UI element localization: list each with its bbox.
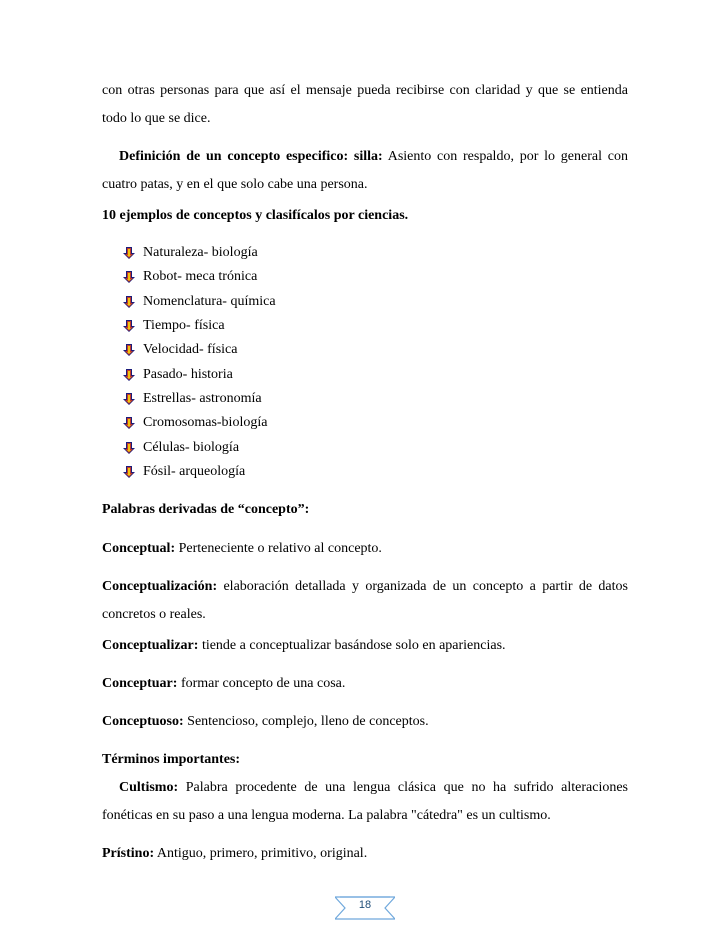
derived-conceptualizar-text: tiende a conceptualizar basándose solo en apariencias.: [198, 638, 506, 653]
arrow-bullet-icon: [122, 392, 136, 406]
list-item: [122, 387, 276, 411]
derived-conceptuar: [102, 670, 628, 698]
arrow-bullet-icon: [122, 270, 136, 284]
derived-conceptual: [102, 535, 628, 563]
list-item-label: Tiempo- física: [143, 318, 225, 334]
derived-conceptuoso: [102, 708, 628, 736]
list-item: [122, 362, 276, 386]
intro-line-2: todo lo que se dice.: [102, 111, 211, 126]
list-item-label: Fósil- arqueología: [143, 463, 246, 479]
list-item: [122, 435, 276, 459]
term-cultismo-text: Palabra procedente de una lengua clásica que no ha sufrido alteraciones: [178, 780, 628, 795]
page-number: 18: [358, 899, 372, 911]
derived-conceptualizacion-term: Conceptualización:: [102, 579, 218, 594]
examples-heading: 10 ejemplos de conceptos y clasifícalos por ciencias.: [102, 208, 409, 223]
term-cultismo: [102, 774, 628, 830]
derived-conceptualizacion: [102, 573, 628, 629]
list-item: [122, 460, 276, 484]
derived-conceptuoso-text: Sentencioso, complejo, lleno de conceptos.: [183, 714, 429, 729]
arrow-bullet-icon: [122, 343, 136, 357]
arrow-bullet-icon: [122, 368, 136, 382]
derived-conceptuoso-term: Conceptuoso:: [102, 714, 184, 729]
list-item-label: Nomenclatura- química: [143, 293, 276, 309]
derived-conceptuar-term: Conceptuar:: [102, 676, 178, 691]
chair-definition-paragraph: [102, 143, 628, 199]
intro-paragraph: [102, 77, 628, 133]
list-item-label: Robot- meca trónica: [143, 269, 258, 285]
term-cultismo-term: Cultismo:: [119, 780, 179, 795]
term-pristino-term: Prístino:: [102, 846, 155, 861]
derived-words-heading: Palabras derivadas de “concepto”:: [102, 502, 310, 517]
list-item-label: Velocidad- física: [143, 342, 238, 358]
list-item: [122, 338, 276, 362]
derived-conceptualizar: [102, 632, 628, 660]
derived-conceptual-term: Conceptual:: [102, 541, 176, 556]
arrow-bullet-icon: [122, 246, 136, 260]
arrow-bullet-icon: [122, 295, 136, 309]
arrow-bullet-icon: [122, 319, 136, 333]
derived-conceptualizacion-text: elaboración detallada y organizada de un concepto a partir de datos: [217, 579, 628, 594]
intro-line-1: con otras personas para que así el mensaje pueda recibirse con claridad y que se entienda: [102, 83, 628, 98]
list-item: [122, 241, 276, 265]
chair-definition-text: Asiento con respaldo, por lo general con: [382, 149, 628, 164]
examples-list: [122, 241, 276, 484]
term-cultismo-line-2: fonéticas en su paso a una lengua moderna. La palabra "cátedra" es un cultismo.: [102, 808, 551, 823]
chair-definition-line-2: cuatro patas, y en el que solo cabe una persona.: [102, 177, 368, 192]
list-item: [122, 411, 276, 435]
arrow-bullet-icon: [122, 441, 136, 455]
derived-conceptualizar-term: Conceptualizar:: [102, 638, 199, 653]
term-pristino: [102, 840, 628, 868]
list-item-label: Estrellas- astronomía: [143, 390, 262, 406]
chair-definition-term: Definición de un concepto especifico: silla:: [119, 149, 383, 164]
list-item-label: Naturaleza- biología: [143, 245, 258, 261]
derived-conceptualizacion-line-2: concretos o reales.: [102, 607, 206, 622]
derived-conceptuar-text: formar concepto de una cosa.: [177, 676, 346, 691]
arrow-bullet-icon: [122, 416, 136, 430]
term-pristino-text: Antiguo, primero, primitivo, original.: [154, 846, 368, 861]
list-item-label: Cromosomas-biología: [143, 415, 268, 431]
important-terms-heading: Términos importantes:: [102, 752, 241, 767]
list-item: [122, 290, 276, 314]
list-item-label: Células- biología: [143, 439, 240, 455]
derived-conceptual-text: Perteneciente o relativo al concepto.: [175, 541, 382, 556]
list-item: [122, 314, 276, 338]
arrow-bullet-icon: [122, 465, 136, 479]
list-item: [122, 265, 276, 289]
list-item-label: Pasado- historia: [143, 366, 233, 382]
